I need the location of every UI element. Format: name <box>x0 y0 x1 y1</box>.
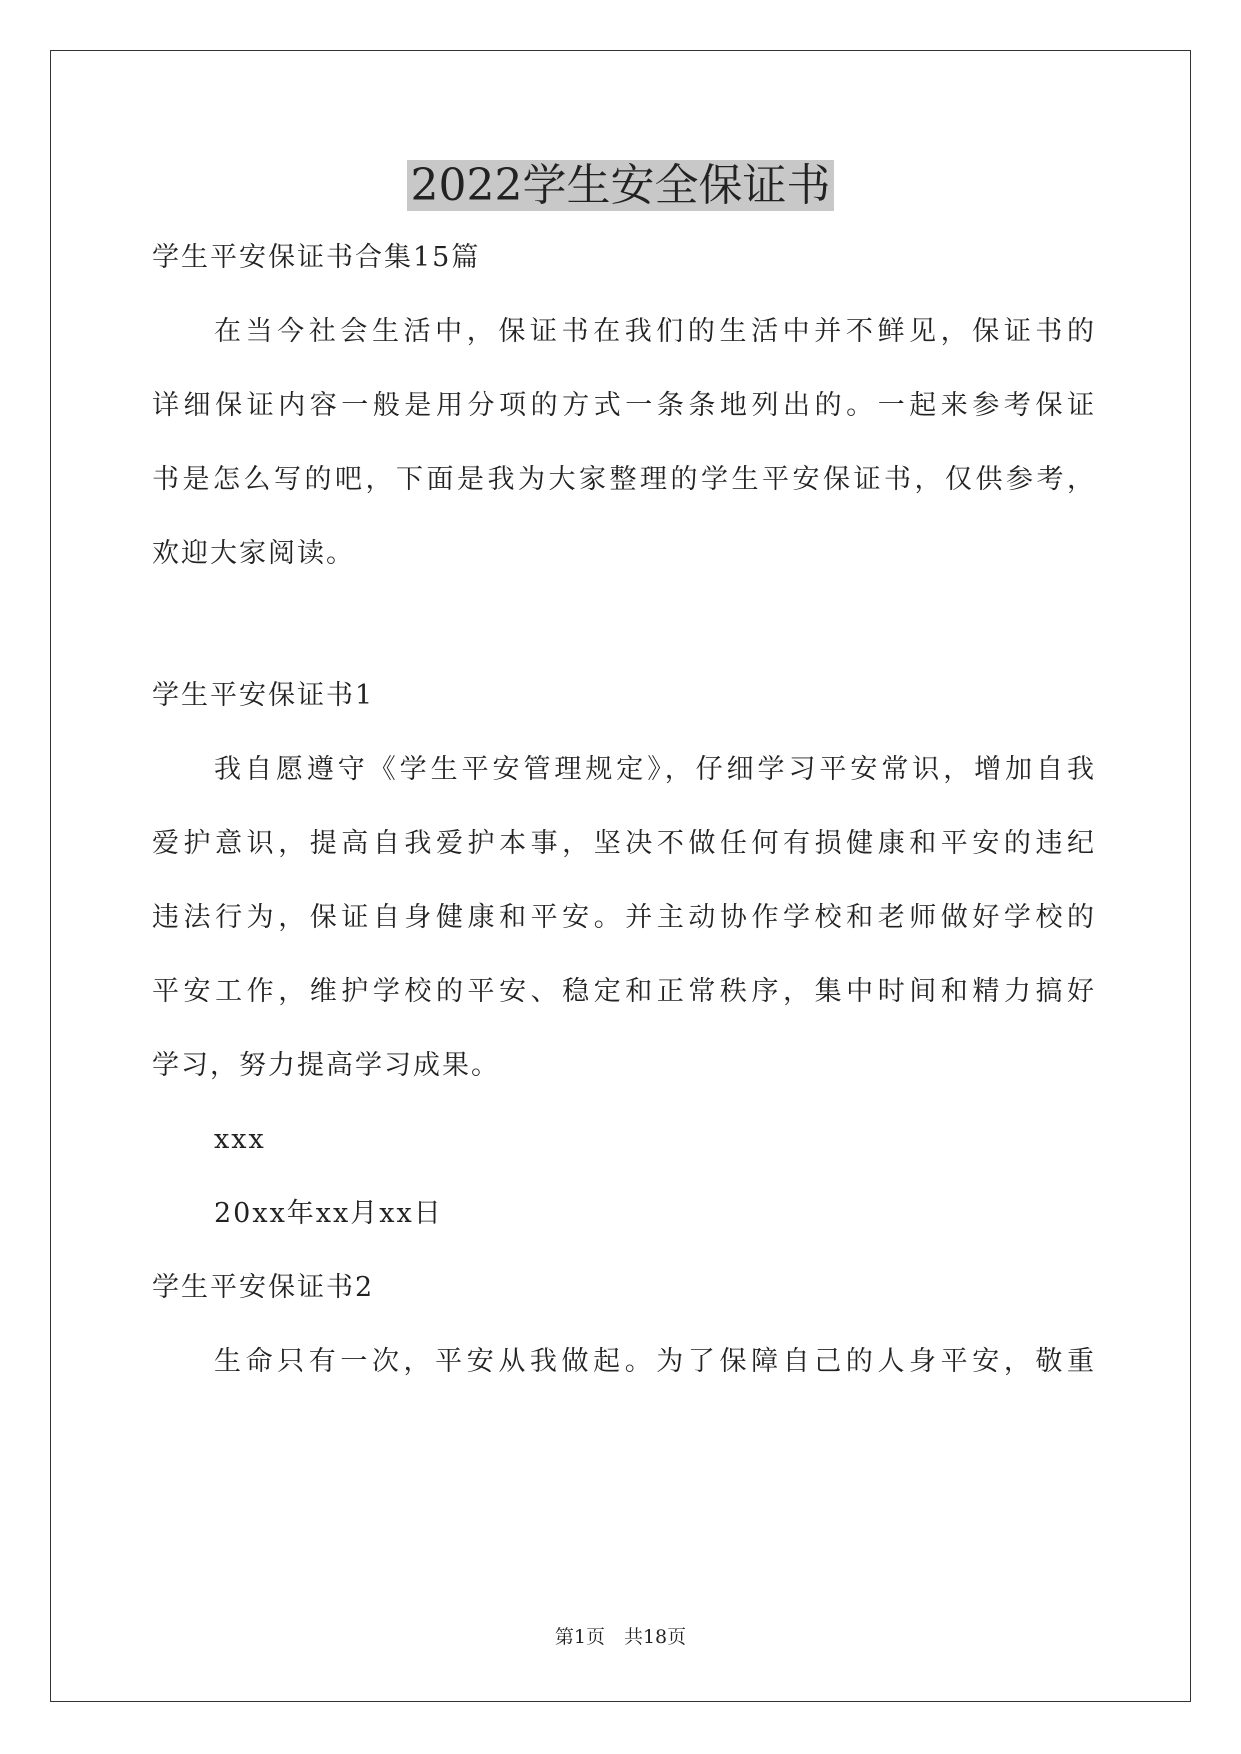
section1-line: 违法行为，保证自身健康和平安。并主动协作学校和老师做好学校的 <box>152 902 1094 933</box>
intro-line: 欢迎大家阅读。 <box>152 538 355 569</box>
section1-line: 平安工作，维护学校的平安、稳定和正常秩序，集中时间和精力搞好 <box>152 976 1094 1007</box>
page-border <box>50 50 1191 1702</box>
section2-line: 生命只有一次，平安从我做起。为了保障自己的人身平安，敬重 <box>214 1346 1094 1377</box>
page-footer: 第1页 共18页 <box>554 1626 687 1648</box>
intro-line: 在当今社会生活中，保证书在我们的生活中并不鲜见，保证书的 <box>214 316 1094 347</box>
section1-line: 爱护意识，提高自我爱护本事，坚决不做任何有损健康和平安的违纪 <box>152 828 1094 859</box>
intro-line: 详细保证内容一般是用分项的方式一条条地列出的。一起来参考保证 <box>152 390 1094 421</box>
section1-line: 我自愿遵守《学生平安管理规定》，仔细学习平安常识，增加自我 <box>214 754 1094 785</box>
intro-line: 书是怎么写的吧，下面是我为大家整理的学生平安保证书，仅供参考， <box>152 464 1094 495</box>
document-title <box>0 158 1241 214</box>
section1-signature: xxx <box>214 1124 266 1155</box>
section2-heading: 学生平安保证书2 <box>152 1272 375 1303</box>
document-title-text: 2022学生安全保证书 <box>407 160 835 211</box>
section1-line: 学习，努力提高学习成果。 <box>152 1050 500 1081</box>
intro-heading: 学生平安保证书合集15篇 <box>152 242 481 273</box>
section1-date: 20xx年xx月xx日 <box>214 1198 443 1229</box>
section1-heading: 学生平安保证书1 <box>152 680 375 711</box>
